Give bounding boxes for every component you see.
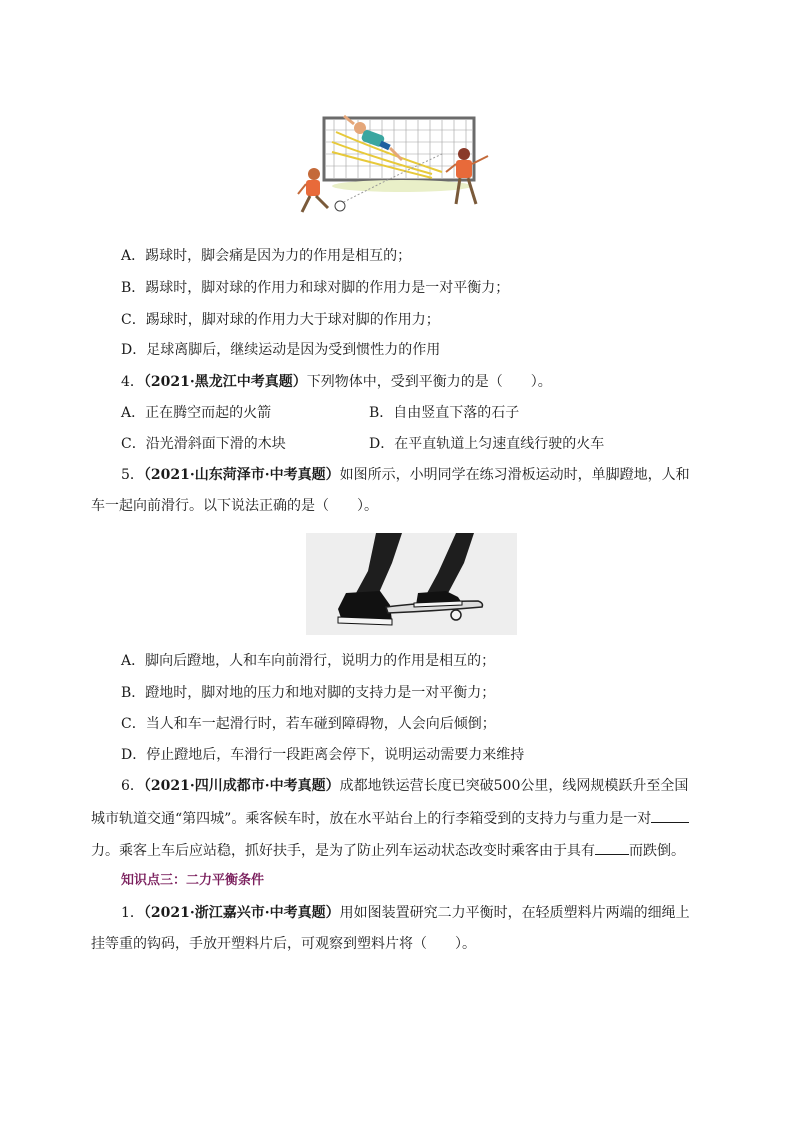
- s3q1-number: 1．: [121, 905, 144, 921]
- q5-option-b: B．蹬地时，脚对地的压力和地对脚的支持力是一对平衡力；: [121, 685, 496, 701]
- q5-stem-line2: 车一起向前滑行。以下说法正确的是（ ）。: [91, 498, 378, 514]
- q4-option-c: C．沿光滑斜面下滑的木块: [121, 436, 286, 452]
- q6-number: 6．: [121, 778, 144, 794]
- section-heading: 知识点三：二力平衡条件: [121, 873, 265, 888]
- q5-option-c: C．当人和车一起滑行时，若车碰到障碍物，人会向后倾倒；: [121, 716, 496, 732]
- skateboard-illustration: [306, 533, 517, 635]
- q6-text-1: 成都地铁运营长度已突破500公里，线网规模跃升至全国: [339, 778, 689, 794]
- q6-blank-1[interactable]: [651, 808, 689, 823]
- q3-option-c: C．踢球时，脚对球的作用力大于球对脚的作用力；: [121, 312, 440, 328]
- q6-text-2: 城市轨道交通“第四城”。乘客候车时，放在水平站台上的行李箱受到的支持力与重力是一对: [91, 811, 652, 827]
- q4-stem: [121, 372, 552, 392]
- q5-text-1: 如图所示，小明同学在练习滑板运动时，单脚蹬地，人和: [339, 467, 690, 483]
- s3q1-line2: 挂等重的钩码，手放开塑料片后，可观察到塑料片将（ ）。: [91, 936, 476, 952]
- q6-line2: [91, 808, 689, 829]
- q5-option-d: D．停止蹬地后，车滑行一段距离会停下，说明运动需要力来维持: [121, 747, 525, 763]
- q3-option-b: B．踢球时，脚对球的作用力和球对脚的作用力是一对平衡力；: [121, 280, 510, 296]
- q6-line3: [91, 840, 685, 861]
- s3q1-line1: [121, 903, 690, 923]
- q6-source: （2021·四川成都市·中考真题）: [143, 778, 340, 794]
- q4-text: 下列物体中，受到平衡力的是（ ）。: [306, 374, 552, 390]
- q6-text-3a: 力。乘客上车后应站稳，抓好扶手，是为了防止列车运动状态改变时乘客由于具有: [91, 843, 595, 859]
- q3-option-a: A．踢球时，脚会痛是因为力的作用是相互的；: [121, 248, 412, 264]
- q5-source: （2021·山东菏泽市·中考真题）: [143, 467, 340, 483]
- soccer-illustration: [292, 112, 502, 216]
- q4-number: 4．: [121, 374, 144, 390]
- q4-source: （2021·黑龙江中考真题）: [143, 374, 307, 390]
- q5-stem-line1: [121, 465, 690, 485]
- s3q1-text-1: 用如图装置研究二力平衡时，在轻质塑料片两端的细绳上: [339, 905, 690, 921]
- s3q1-source: （2021·浙江嘉兴市·中考真题）: [143, 905, 340, 921]
- q4-option-b: B．自由竖直下落的石子: [369, 405, 520, 421]
- q6-blank-2[interactable]: [595, 840, 629, 855]
- q4-option-a: A．正在腾空而起的火箭: [121, 405, 272, 421]
- q4-option-d: D．在平直轨道上匀速直线行驶的火车: [369, 436, 605, 452]
- q5-number: 5．: [121, 467, 144, 483]
- q6-text-3b: 而跌倒。: [629, 843, 685, 859]
- q3-option-d: D．足球离脚后，继续运动是因为受到惯性力的作用: [121, 342, 441, 358]
- q5-option-a: A．脚向后蹬地，人和车向前滑行，说明力的作用是相互的；: [121, 653, 496, 669]
- q6-line1: [121, 776, 688, 796]
